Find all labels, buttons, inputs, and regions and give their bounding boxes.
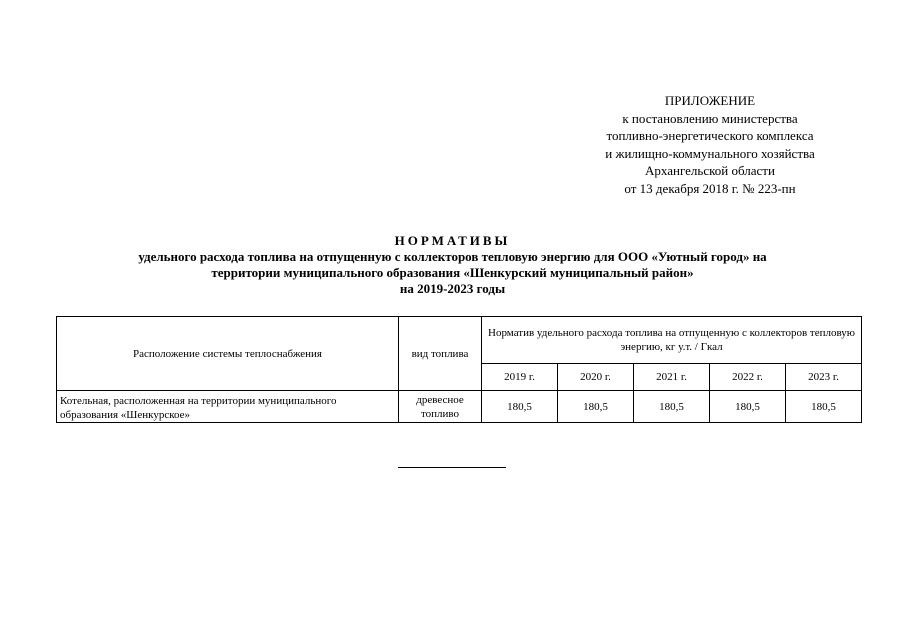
appendix-date: от 13 декабря 2018 г. № 223-пн bbox=[624, 180, 796, 196]
header-fuel: вид топлива bbox=[399, 317, 482, 391]
cell-value: 180,5 bbox=[710, 391, 786, 423]
header-year: 2021 г. bbox=[634, 364, 710, 391]
appendix-line: к постановлению министерства bbox=[622, 110, 798, 126]
appendix-header bbox=[560, 92, 860, 197]
header-year: 2022 г. bbox=[710, 364, 786, 391]
cell-location: Котельная, расположенная на территории муниципального образования «Шенкурское» bbox=[57, 391, 399, 423]
cell-value: 180,5 bbox=[558, 391, 634, 423]
footer-divider bbox=[398, 467, 506, 468]
table-header-row bbox=[57, 317, 862, 364]
header-year: 2023 г. bbox=[786, 364, 862, 391]
norms-table bbox=[56, 316, 862, 423]
document-title bbox=[40, 233, 865, 297]
cell-fuel: древесное топливо bbox=[399, 391, 482, 423]
cell-value: 180,5 bbox=[482, 391, 558, 423]
title-line: на 2019-2023 годы bbox=[399, 281, 506, 296]
cell-value: 180,5 bbox=[634, 391, 710, 423]
header-year: 2020 г. bbox=[558, 364, 634, 391]
title-line: удельного расхода топлива на отпущенную с коллекторов тепловую энергию для ООО «Уютный город» на bbox=[138, 249, 767, 264]
header-year: 2019 г. bbox=[482, 364, 558, 391]
appendix-title: ПРИЛОЖЕНИЕ bbox=[664, 93, 756, 108]
table-row bbox=[57, 391, 862, 423]
header-norm: Норматив удельного расхода топлива на отпущенную с коллекторов тепловую энергию, кг у.т. / Гкал bbox=[482, 317, 862, 364]
appendix-line: и жилищно-коммунального хозяйства bbox=[605, 145, 815, 161]
appendix-line: Архангельской области bbox=[645, 163, 775, 178]
cell-value: 180,5 bbox=[786, 391, 862, 423]
title-heading: НОРМАТИВЫ bbox=[394, 233, 511, 248]
header-location: Расположение системы теплоснабжения bbox=[57, 317, 399, 391]
title-line: территории муниципального образования «Шенкурский муниципальный район» bbox=[211, 265, 694, 280]
appendix-line: топливно-энергетического комплекса bbox=[606, 128, 814, 143]
